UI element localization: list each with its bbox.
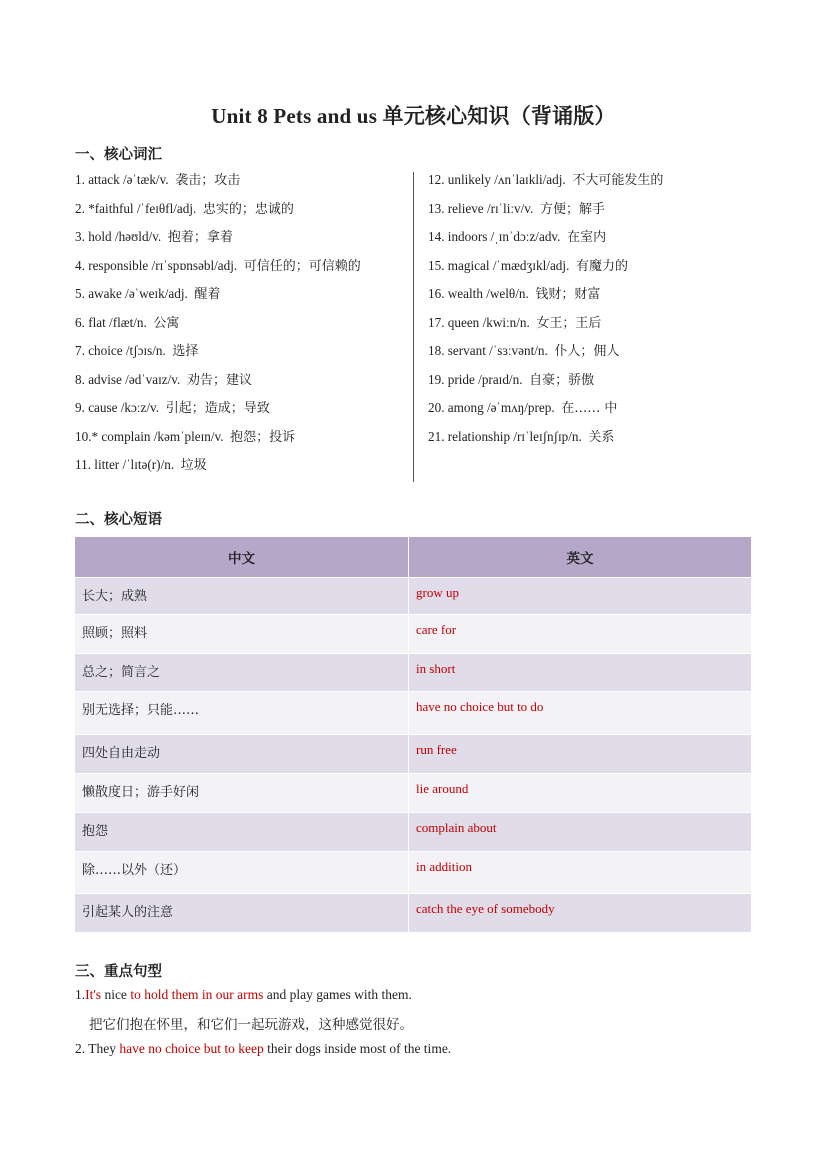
- vocab-item: 12. unlikely /ʌnˈlaɪkli/adj. 不大可能发生的: [428, 172, 664, 188]
- table-row: [75, 735, 752, 774]
- vocab-item: 13. relieve /rɪˈliːv/v. 方便；解手: [428, 200, 605, 217]
- section-heading-sentences: 三、重点句型: [75, 964, 162, 980]
- vocab-item: 14. indoors /ˌɪnˈdɔːz/adv. 在室内: [428, 229, 607, 245]
- vocabulary-column-left: [75, 170, 413, 484]
- phrase-chinese: 四处自由走动: [75, 735, 409, 774]
- phrase-chinese: 引起某人的注意: [75, 894, 409, 932]
- phrase-chinese: 抱怨: [75, 813, 409, 852]
- vocab-item: 20. among /əˈmʌŋ/prep. 在…… 中: [428, 400, 618, 416]
- vocab-item: 11. litter /ˈlɪtə(r)/n. 垃圾: [75, 457, 207, 473]
- vocab-item: 16. wealth /welθ/n. 钱财；财富: [428, 286, 601, 302]
- phrase-english: care for: [409, 615, 752, 654]
- vocab-item: 10.* complain /kəmˈpleɪn/v. 抱怨；投诉: [75, 428, 296, 445]
- table-row: [75, 692, 752, 735]
- phrase-english: in short: [409, 654, 752, 692]
- column-header-chinese: 中文: [75, 537, 409, 578]
- phrase-english: in addition: [409, 852, 752, 894]
- phrase-chinese: 照顾；照料: [75, 615, 409, 654]
- section-heading-vocabulary: 一、核心词汇: [75, 147, 162, 163]
- vocab-item: 8. advise /ədˈvaɪz/v. 劝告；建议: [75, 371, 252, 388]
- phrases-table: [75, 537, 752, 932]
- vocab-item: 4. responsible /rɪˈspɒnsəbl/adj. 可信任的；可信赖的: [75, 257, 361, 274]
- phrase-chinese: 别无选择；只能……: [75, 692, 409, 735]
- phrase-chinese: 除……以外（还）: [75, 852, 409, 894]
- vocab-item: 15. magical /ˈmædʒɪkl/adj. 有魔力的: [428, 257, 628, 274]
- vocabulary-column-right: [428, 170, 748, 455]
- phrase-english: have no choice but to do: [409, 692, 752, 735]
- phrase-english: run free: [409, 735, 752, 774]
- sentence-1-translation: 把它们抱在怀里，和它们一起玩游戏，这种感觉很好。: [89, 1017, 413, 1033]
- vocab-item: 9. cause /kɔːz/v. 引起；造成；导致: [75, 400, 270, 416]
- table-row: [75, 654, 752, 692]
- vocab-item: 6. flat /flæt/n. 公寓: [75, 314, 180, 331]
- table-row: [75, 813, 752, 852]
- vocab-item: 19. pride /praɪd/n. 自豪；骄傲: [428, 371, 595, 388]
- table-row: [75, 578, 752, 615]
- table-row: [75, 894, 752, 932]
- table-row: [75, 774, 752, 813]
- vocabulary-list: [75, 170, 755, 485]
- vocab-item: 21. relationship /rɪˈleɪʃnʃɪp/n. 关系: [428, 428, 615, 445]
- vocab-item: 5. awake /əˈweɪk/adj. 醒着: [75, 286, 221, 302]
- vocab-item: 1. attack /əˈtæk/v. 袭击；攻击: [75, 172, 241, 188]
- phrase-chinese: 懒散度日；游手好闲: [75, 774, 409, 813]
- vocab-item: 3. hold /həʊld/v. 抱着；拿着: [75, 229, 233, 245]
- vocab-item: 17. queen /kwiːn/n. 女王；王后: [428, 314, 602, 331]
- vocab-item: 2. *faithful /ˈfeɪθfl/adj. 忠实的；忠诚的: [75, 200, 294, 217]
- section-heading-phrases: 二、核心短语: [75, 512, 162, 528]
- vocab-item: 18. servant /ˈsɜːvənt/n. 仆人；佣人: [428, 343, 620, 359]
- column-header-english: 英文: [409, 537, 752, 578]
- sentence-1: 1.It's nice to hold them in our arms and play games with them.: [75, 987, 412, 1002]
- phrase-chinese: 长大；成熟: [75, 578, 409, 615]
- sentence-2: 2. They have no choice but to keep their dogs inside most of the time.: [75, 1041, 452, 1056]
- phrase-english: complain about: [409, 813, 752, 852]
- table-row: [75, 615, 752, 654]
- phrase-english: grow up: [409, 578, 752, 615]
- vocab-item: 7. choice /tʃɔɪs/n. 选择: [75, 343, 199, 359]
- table-row: [75, 852, 752, 894]
- phrase-english: lie around: [409, 774, 752, 813]
- phrase-chinese: 总之；简言之: [75, 654, 409, 692]
- page-title: Unit 8 Pets and us 单元核心知识（背诵版）: [211, 104, 616, 128]
- phrase-english: catch the eye of somebody: [409, 894, 752, 932]
- column-divider: [413, 172, 414, 482]
